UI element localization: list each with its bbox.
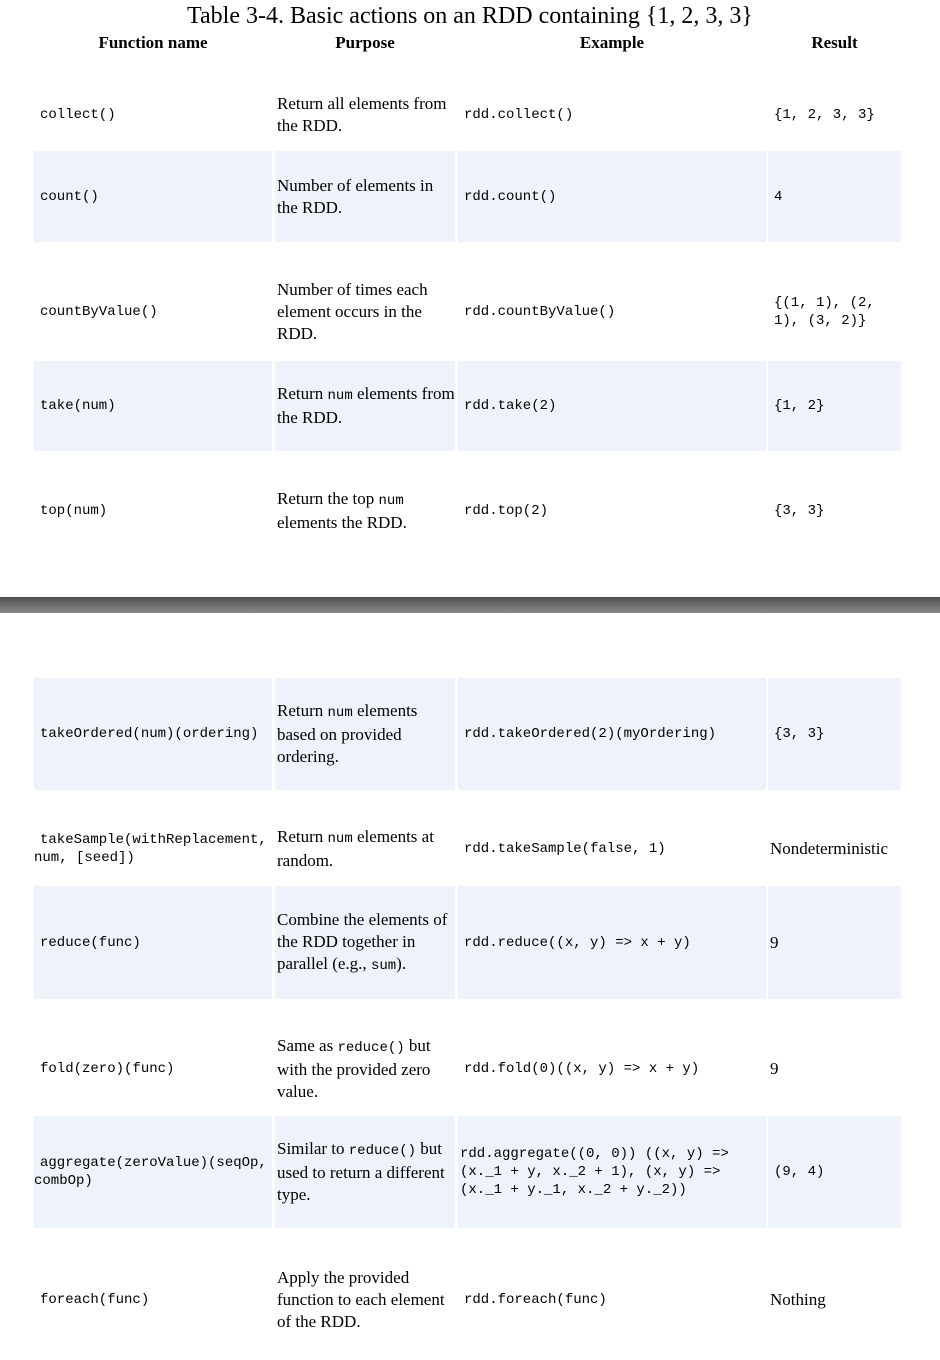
example-cell: rdd.fold(0)((x, y) => x + y) <box>464 1061 700 1077</box>
example-cell: rdd.top(2) <box>464 503 549 519</box>
function-cell: top(num) <box>40 503 108 519</box>
example-cell: rdd.take(2) <box>458 361 766 451</box>
purpose-cell: Similar to reduce() but used to return a different type. <box>275 1116 455 1228</box>
function-cell: fold(zero)(func) <box>40 1061 175 1077</box>
header-purpose: Purpose <box>335 33 395 52</box>
table-row <box>34 1012 901 1126</box>
example-cell: rdd.reduce((x, y) => x + y) <box>458 886 766 999</box>
function-cell: count() <box>34 151 272 242</box>
result-cell: 9 <box>768 886 901 999</box>
table-row <box>34 254 901 370</box>
example-cell: rdd.countByValue() <box>464 304 616 320</box>
result-cell: Nondeterministic <box>770 839 889 858</box>
result-cell: 9 <box>770 1059 779 1078</box>
table-row <box>34 465 901 557</box>
example-cell: rdd.count() <box>458 151 766 242</box>
purpose-cell: Return num elements based on provided ordering. <box>275 678 455 790</box>
example-cell: rdd.foreach(func) <box>464 1292 607 1308</box>
table-row <box>34 361 901 451</box>
function-cell: collect() <box>40 107 116 123</box>
purpose-cell: Apply the provided function to each element of the RDD. <box>277 1268 445 1331</box>
header-result: Result <box>811 33 858 52</box>
result-cell: {1, 2} <box>768 361 901 451</box>
table-row <box>34 678 901 790</box>
function-cell: takeOrdered(num)(ordering) <box>34 678 272 790</box>
purpose-cell: Return num elements at random. <box>277 827 434 870</box>
example-cell: rdd.takeSample(false, 1) <box>464 841 666 857</box>
table-title: Table 3-4. Basic actions on an RDD containing {1, 2, 3, 3} <box>187 3 753 29</box>
result-cell: {3, 3} <box>774 503 825 519</box>
function-cell: foreach(func) <box>40 1292 150 1308</box>
result-cell: {(1, 1), (2, 1), (3, 2)} <box>774 295 875 329</box>
example-cell: rdd.takeOrdered(2)(myOrdering) <box>458 678 766 790</box>
table-row <box>34 886 901 999</box>
result-cell: {3, 3} <box>768 678 901 790</box>
table-row <box>34 808 901 890</box>
function-cell: reduce(func) <box>34 886 272 999</box>
example-cell: rdd.aggregate((0, 0)) ((x, y) => (x._1 + y, x._2 + 1), (x, y) => (x._1 + y._1, x._2 + y._2)) <box>458 1116 766 1228</box>
header-example: Example <box>579 33 645 52</box>
header-function-name: Function name <box>98 33 208 52</box>
result-cell: Nothing <box>770 1290 826 1309</box>
purpose-cell: Return the top num elements the RDD. <box>277 489 407 532</box>
purpose-cell: Same as reduce() but with the provided zero value. <box>277 1036 431 1101</box>
table-row <box>34 1240 901 1360</box>
purpose-cell: Combine the elements of the RDD together in parallel (e.g., sum). <box>275 886 455 999</box>
purpose-cell: Number of elements in the RDD. <box>275 151 455 242</box>
result-cell: (9, 4) <box>768 1116 901 1228</box>
purpose-cell: Return num elements from the RDD. <box>275 361 455 451</box>
function-cell: takeSample(withReplacement, num, [seed]) <box>34 832 267 866</box>
function-cell: countByValue() <box>40 304 158 320</box>
example-cell: rdd.collect() <box>464 107 574 123</box>
page-separator <box>0 597 940 613</box>
result-cell: 4 <box>768 151 901 242</box>
table-row <box>34 1116 901 1228</box>
purpose-cell: Number of times each element occurs in the RDD. <box>277 280 428 343</box>
purpose-cell: Return all elements from the RDD. <box>277 94 447 135</box>
result-cell: {1, 2, 3, 3} <box>774 107 875 123</box>
function-cell: take(num) <box>34 361 272 451</box>
table-row <box>34 151 901 242</box>
function-cell: aggregate(zeroValue)(seqOp, combOp) <box>34 1116 272 1228</box>
table-row <box>34 70 901 160</box>
